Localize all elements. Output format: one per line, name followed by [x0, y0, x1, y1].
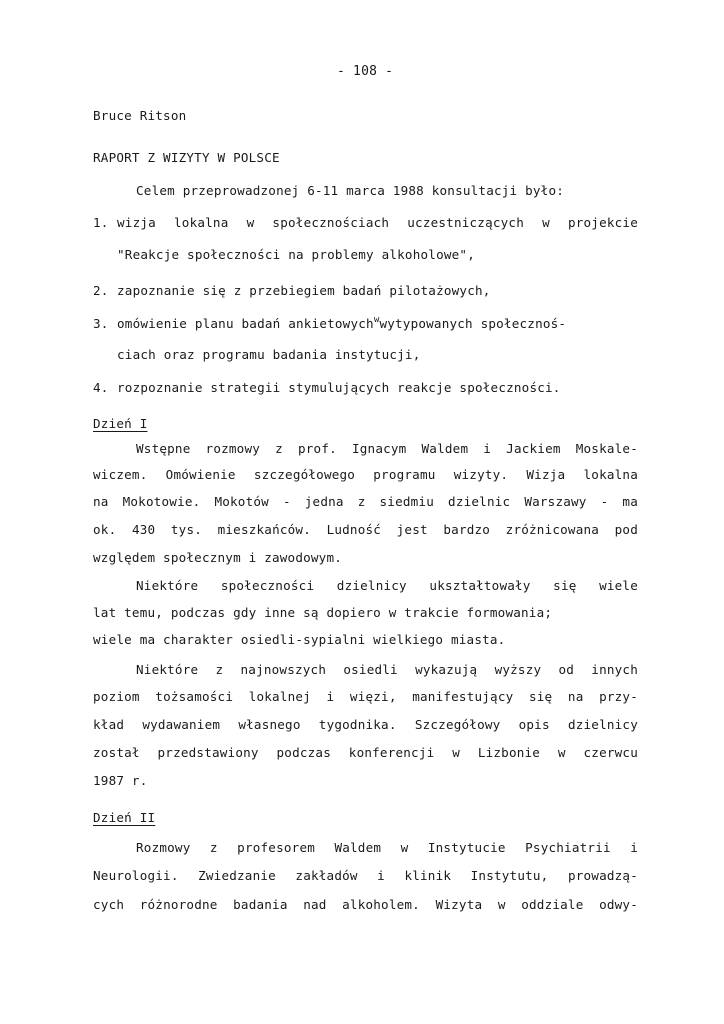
list-item-continuation: "Reakcje społeczności na problemy alkoholowe", — [117, 247, 475, 262]
list-item-number: 4. — [93, 380, 109, 395]
list-item-text: zapoznanie się z przebiegiem badań pilotażowych, — [117, 283, 491, 298]
list-item-continuation: ciach oraz programu badania instytucji, — [117, 347, 421, 362]
report-title: RAPORT Z WIZYTY W POLSCE — [93, 150, 280, 165]
paragraph-line: Wstępne rozmowy z prof. Ignacym Waldem i Jackiem Moskale- — [136, 441, 638, 456]
page-number: - 108 - — [337, 64, 394, 79]
paragraph-line: poziom tożsamości lokalnej i więzi, manifestujący się na przy- — [93, 689, 638, 704]
paragraph-line: Niektóre społeczności dzielnicy ukształtowały się wiele — [136, 578, 638, 593]
list-item-text-part: wytypowanych społecznoś- — [379, 316, 567, 331]
paragraph-line: wiele ma charakter osiedli-sypialni wielkiego miasta. — [93, 632, 506, 647]
list-item-number: 2. — [93, 283, 109, 298]
author-name: Bruce Ritson — [93, 108, 187, 123]
paragraph-line: cych różnorodne badania nad alkoholem. Wizyta w oddziale odwy- — [93, 897, 638, 912]
paragraph-line: względem społecznym i zawodowym. — [93, 550, 343, 565]
list-item-number: 3. — [93, 316, 109, 331]
paragraph-line: wiczem. Omówienie szczegółowego programu wizyty. Wizja lokalna — [93, 467, 638, 482]
paragraph-line: Niektóre z najnowszych osiedli wykazują wyższy od innych — [136, 662, 638, 677]
superscript-insertion: w — [373, 315, 380, 325]
paragraph-line: Rozmowy z profesorem Waldem w Instytucie Psychiatrii i — [136, 840, 638, 855]
paragraph-line: na Mokotowie. Mokotów - jedna z siedmiu dzielnic Warszawy - ma — [93, 494, 638, 509]
list-item-number: 1. — [93, 215, 109, 230]
list-item-text: rozpoznanie strategii stymulujących reakcje społeczności. — [117, 380, 561, 395]
paragraph-line: lat temu, podczas gdy inne są dopiero w trakcie formowania; — [93, 605, 553, 620]
list-item-text: wizja lokalna w społecznościach uczestniczących w projekcie — [117, 215, 638, 230]
paragraph-line: 1987 r. — [93, 773, 148, 788]
paragraph-line: ok. 430 tys. mieszkańców. Ludność jest bardzo zróżnicowana pod — [93, 522, 638, 537]
paragraph-line: kład wydawaniem własnego tygodnika. Szczegółowy opis dzielnicy — [93, 717, 638, 732]
paragraph-line: Neurologii. Zwiedzanie zakładów i klinik Instytutu, prowadzą- — [93, 868, 638, 883]
intro-sentence: Celem przeprowadzonej 6-11 marca 1988 konsultacji było: — [136, 183, 565, 198]
section-heading-day-1: Dzień I — [93, 416, 148, 431]
list-item-text — [117, 316, 566, 334]
list-item-text-part: omówienie planu badań ankietowych — [117, 316, 374, 331]
section-heading-day-2: Dzień II — [93, 810, 156, 825]
paragraph-line: został przedstawiony podczas konferencji w Lizbonie w czerwcu — [93, 745, 638, 760]
